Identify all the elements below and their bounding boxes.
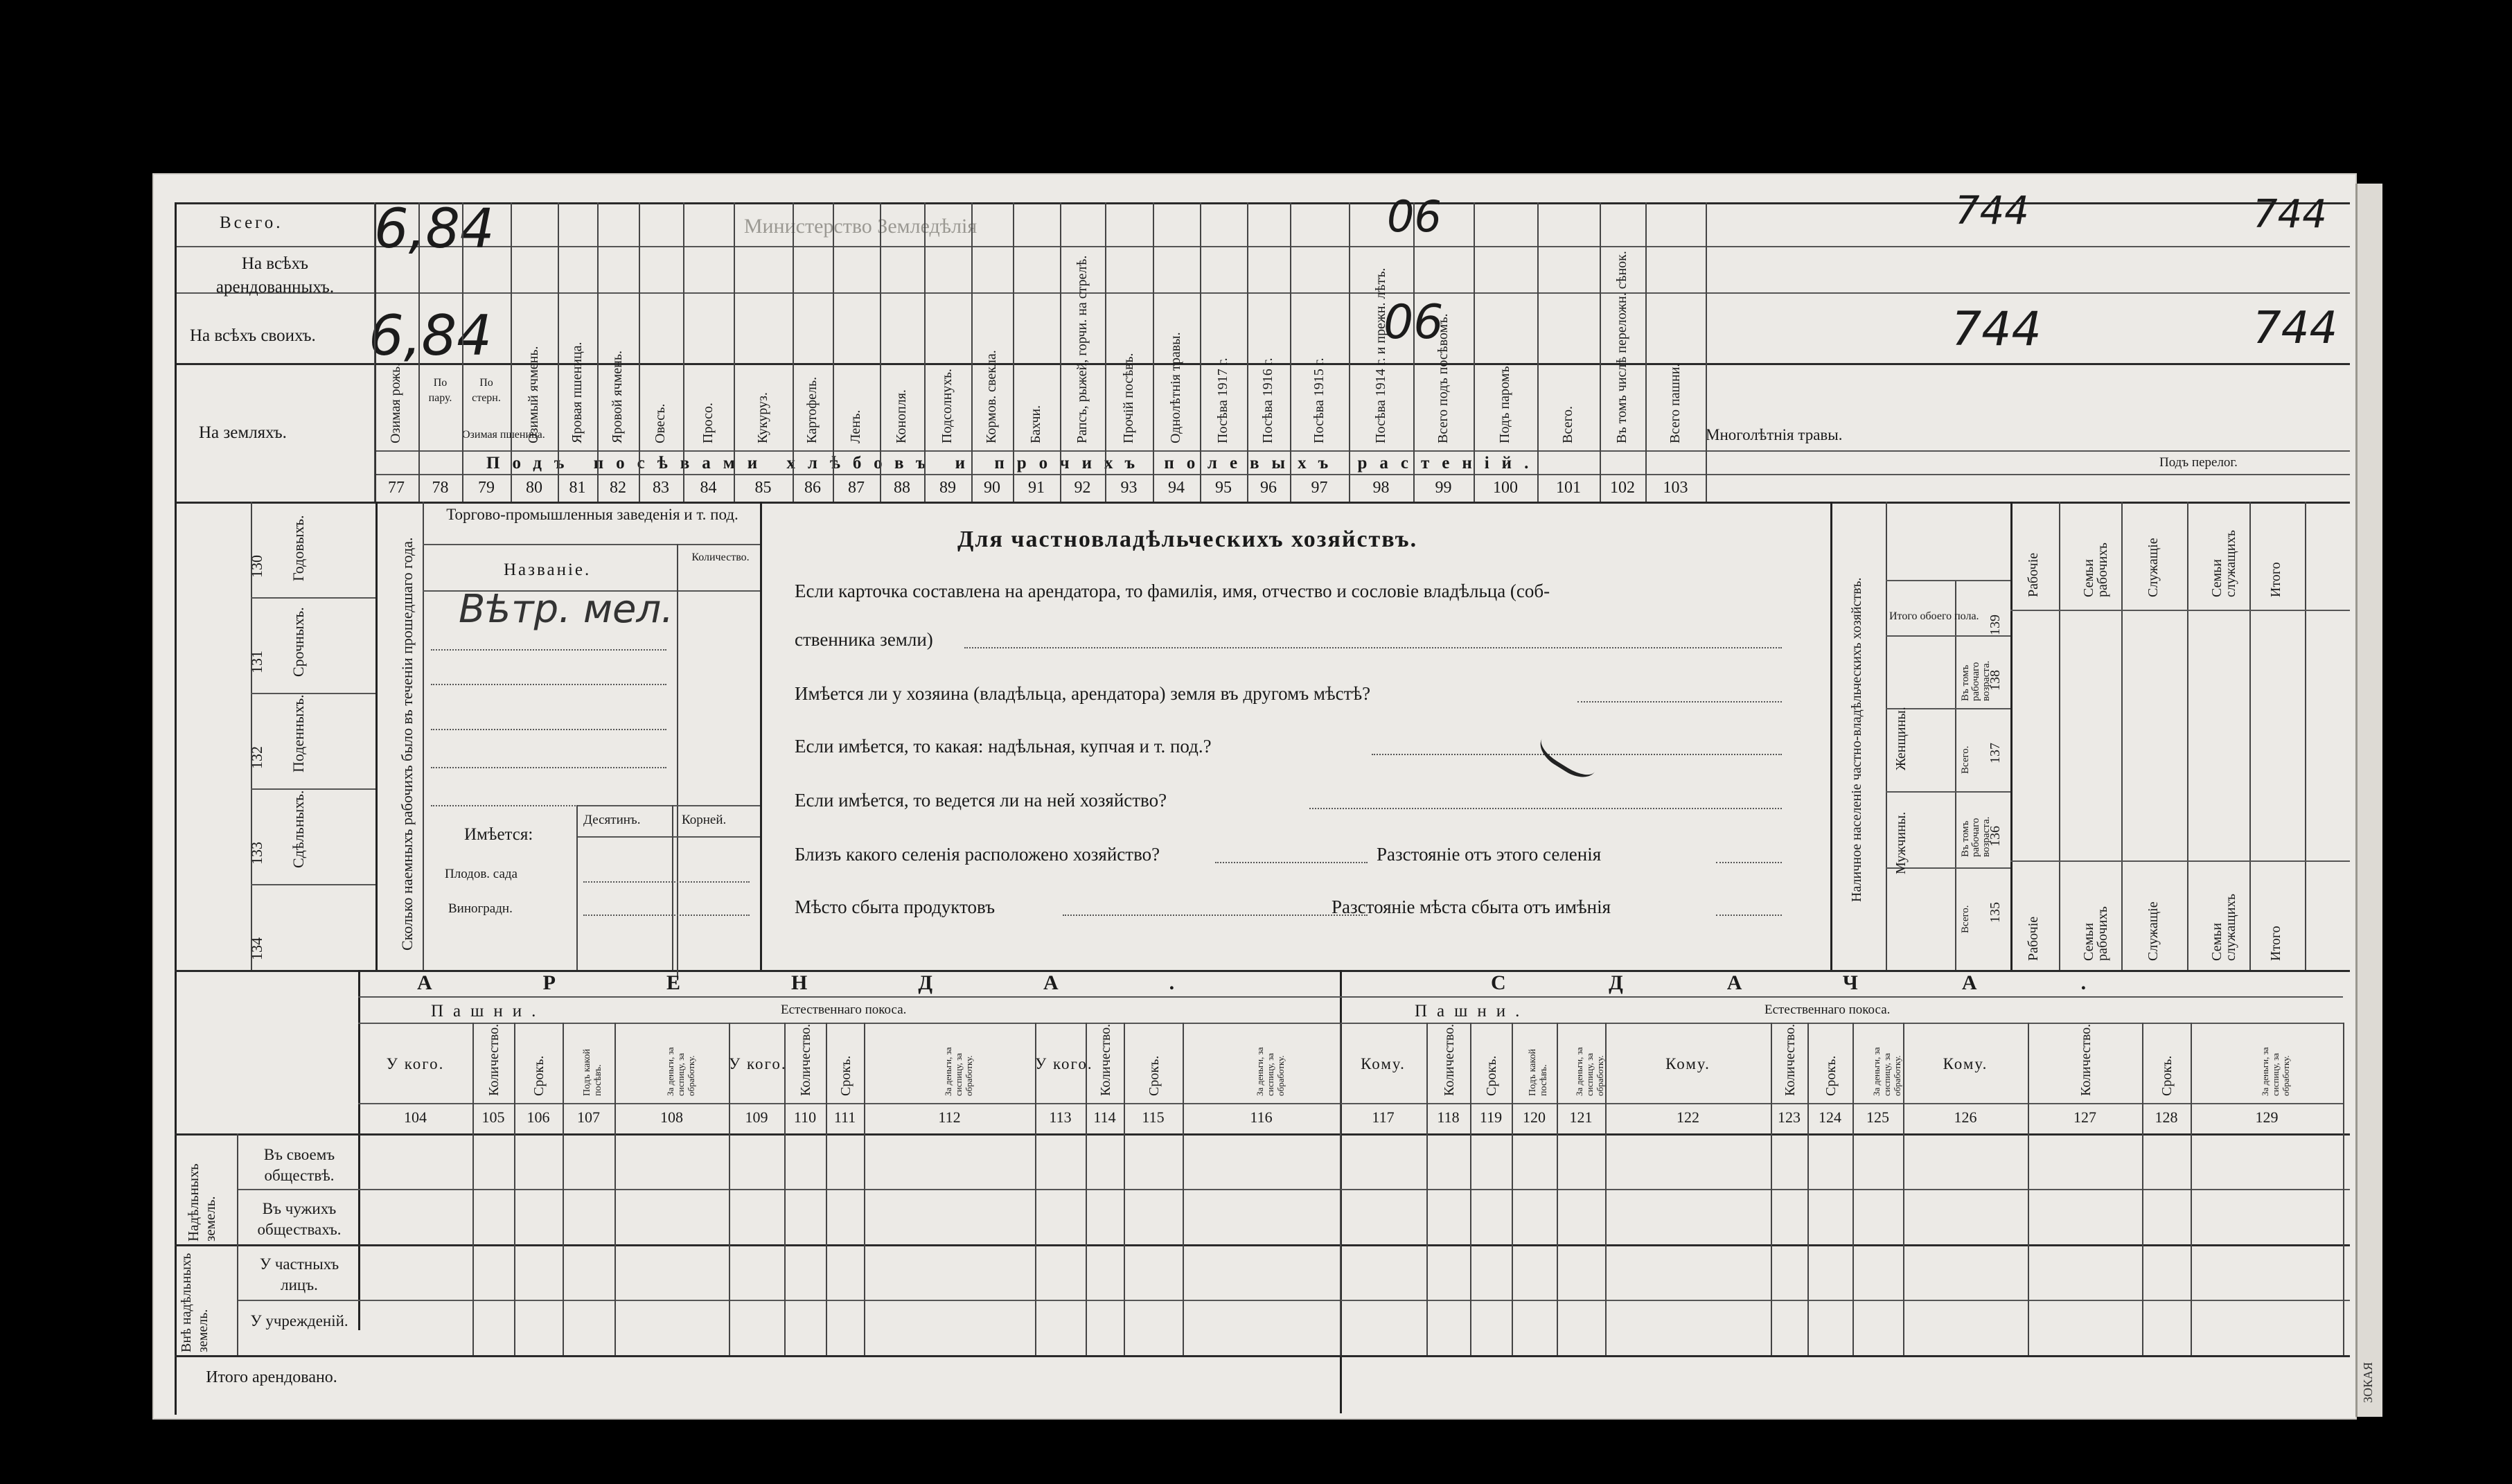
lease-col-number: 114 bbox=[1093, 1108, 1116, 1126]
crop-col-label: Яровая пшеница. bbox=[569, 342, 585, 443]
hw-total-bakhchi: 06 bbox=[1387, 191, 1442, 242]
crop-col-label: Озимый ячмень. bbox=[526, 346, 541, 443]
staff-col-top: Семьи служащихъ bbox=[2209, 530, 2238, 597]
vineyard-label: Виноградн. bbox=[448, 901, 513, 916]
lease-col-divider bbox=[563, 1023, 564, 1355]
crop-col-label: Озимая рожь. bbox=[388, 362, 403, 443]
lease-col-label: Подъ какой посѣвъ. bbox=[1527, 1049, 1549, 1096]
staff-col-top: Рабочiе bbox=[2026, 552, 2041, 597]
crop-col-number: 94 bbox=[1168, 479, 1185, 497]
private-q6b: Разстоянiе мѣста сбыта отъ имѣнiя bbox=[1332, 896, 1611, 917]
lease-col-number: 109 bbox=[745, 1108, 768, 1126]
fallow-label: Подъ перелог. bbox=[2159, 455, 2238, 470]
crop-col-label: Подъ паромъ. bbox=[1497, 362, 1512, 443]
lease-col-label: За деньги, за сиспицу, за обработку. bbox=[664, 1047, 696, 1096]
hired-row-number: 132 bbox=[248, 746, 265, 769]
lease-col-label: Количество. bbox=[1441, 1023, 1457, 1096]
lease-col-divider bbox=[2142, 1023, 2143, 1355]
total-both-label: Итого обоего пола. bbox=[1889, 610, 1979, 622]
staff-col-top: Итого bbox=[2268, 562, 2283, 597]
crop-col-label: Просо. bbox=[700, 403, 716, 443]
staff-col-bottom: Семьи служащихъ bbox=[2209, 894, 2238, 961]
row-instit: У учрежденiй. bbox=[250, 1312, 348, 1330]
crop-col-number: 97 bbox=[1311, 479, 1328, 497]
lease-col-divider bbox=[614, 1023, 616, 1355]
crop-col-divider bbox=[374, 202, 375, 502]
lease-col-number: 111 bbox=[833, 1108, 856, 1126]
population-col-label: Всего. bbox=[1960, 745, 1971, 774]
hw-total-podsevom: 744 bbox=[1955, 188, 2029, 233]
population-col-label: Въ томъ рабочаго возраста. bbox=[1960, 660, 1992, 701]
private-q5b: Разстоянiе отъ этого селенiя bbox=[1377, 844, 1602, 865]
hired-row-label: Сдѣльныхъ. bbox=[290, 790, 307, 868]
crop-col-label: Ленъ. bbox=[848, 409, 863, 443]
crop-col-number: 86 bbox=[804, 479, 821, 497]
lease-col-divider bbox=[729, 1023, 730, 1355]
crop-col-label: Бахчи. bbox=[1028, 405, 1043, 443]
private-q6a: Мѣсто сбыта продуктовъ bbox=[795, 896, 996, 917]
lease-col-number: 124 bbox=[1819, 1108, 1841, 1126]
crop-col-label: По пару. bbox=[428, 377, 452, 404]
crop-col-number: 77 bbox=[388, 479, 405, 497]
trade-name-col: Названiе. bbox=[504, 560, 592, 579]
crop-col-divider bbox=[1200, 202, 1201, 502]
lease-col-number: 119 bbox=[1479, 1108, 1503, 1126]
crop-col-divider bbox=[1060, 202, 1061, 502]
private-q4: Если имѣется, то ведется ли на ней хозяйство? bbox=[795, 790, 1167, 811]
crop-col-label: Однолѣтнiя травы. bbox=[1168, 332, 1183, 443]
crop-col-number: 95 bbox=[1215, 479, 1232, 497]
lease-col-divider bbox=[1183, 1023, 1184, 1355]
lease-col-divider bbox=[1124, 1023, 1125, 1355]
lease-col-number: 118 bbox=[1437, 1108, 1460, 1126]
row-itogo: Итого арендовано. bbox=[206, 1368, 337, 1386]
lease-col-label: Кому. bbox=[1665, 1055, 1710, 1072]
crop-col-divider bbox=[1413, 202, 1415, 502]
perennial-label: Многолѣтнiя травы. bbox=[1706, 426, 1843, 443]
crop-col-label: Посѣва 1915 г. bbox=[1311, 357, 1327, 443]
private-title: Для частновладѣльческихъ хозяйствъ. bbox=[957, 527, 1418, 552]
crop-col-label: Кукуруз. bbox=[754, 392, 770, 443]
crop-col-label: Всего подъ посѣвомъ. bbox=[1435, 313, 1451, 443]
row-private: У частныхъ лицъ. bbox=[259, 1255, 339, 1293]
crop-col-number: 82 bbox=[610, 479, 626, 497]
row-vne-label: Внѣ надѣльныхъ земель. bbox=[179, 1253, 211, 1352]
crop-col-label: Кормов. свекла. bbox=[984, 350, 999, 443]
crop-col-divider bbox=[683, 202, 684, 502]
sdacha-label: СДАЧА. bbox=[1491, 971, 2191, 994]
arenda-pashni: Пашни. bbox=[431, 1002, 546, 1021]
crop-col-label: Въ томъ числѣ переложн. сѣнок. bbox=[1614, 251, 1629, 443]
lease-col-divider bbox=[1086, 1023, 1087, 1355]
crop-col-number: 83 bbox=[653, 479, 669, 497]
staff-col-top: Семьи рабочихъ bbox=[2081, 542, 2110, 597]
private-q1b: ственника земли) bbox=[795, 629, 933, 650]
crop-col-number: 78 bbox=[432, 479, 449, 497]
lease-col-number: 107 bbox=[577, 1108, 600, 1126]
lease-col-label: Количество. bbox=[486, 1023, 502, 1096]
crop-col-number: 99 bbox=[1435, 479, 1452, 497]
crop-col-label: Овесъ. bbox=[653, 403, 668, 443]
hired-row-number: 134 bbox=[248, 937, 265, 960]
lease-col-divider bbox=[864, 1023, 865, 1355]
crop-col-divider bbox=[511, 202, 512, 502]
lease-col-divider bbox=[1426, 1023, 1428, 1355]
crop-col-label: Всего пашни. bbox=[1667, 363, 1683, 443]
lease-col-number: 120 bbox=[1523, 1108, 1546, 1126]
crop-col-label: По стерн. bbox=[472, 377, 501, 404]
crop-col-divider bbox=[462, 202, 463, 502]
lease-col-divider bbox=[2343, 1023, 2344, 1355]
crop-col-number: 84 bbox=[700, 479, 717, 497]
hw-total-pashni: 6,84 bbox=[374, 198, 495, 260]
crop-col-divider bbox=[1290, 202, 1291, 502]
population-caption: Наличное населенiе частно-владѣльческихъ хозяйствъ. bbox=[1849, 577, 1864, 902]
desyatin-col: Десятинъ. bbox=[583, 813, 641, 827]
crop-col-label: Рапсъ, рыжей, горчи. на стрелѣ. bbox=[1074, 255, 1090, 443]
lease-col-divider bbox=[1807, 1023, 1809, 1355]
lease-col-label: За деньги, за сиспицу, за обработку. bbox=[1254, 1047, 1286, 1096]
crop-col-divider bbox=[1153, 202, 1154, 502]
hired-row-number: 130 bbox=[248, 555, 265, 578]
lease-col-divider bbox=[1771, 1023, 1772, 1355]
hired-workers-caption: Сколько наемныхъ рабочихъ было въ теченiи прошедшаго года. bbox=[398, 537, 416, 951]
lease-col-number: 110 bbox=[793, 1108, 817, 1126]
crop-col-number: 101 bbox=[1556, 479, 1581, 497]
crop-col-divider bbox=[1645, 202, 1647, 502]
crop-col-divider bbox=[734, 202, 735, 502]
crop-col-number: 90 bbox=[984, 479, 1000, 497]
lease-col-divider bbox=[784, 1023, 786, 1355]
lease-col-number: 116 bbox=[1250, 1108, 1273, 1126]
lease-col-number: 115 bbox=[1142, 1108, 1165, 1126]
hw-total-vsego: 744 bbox=[2253, 192, 2327, 237]
row-total-label: Всего. bbox=[220, 213, 283, 232]
lease-col-label: За деньги, за сиспицу, за обработку. bbox=[942, 1047, 974, 1096]
crop-col-number: 93 bbox=[1120, 479, 1138, 497]
winter-wheat-label: Озимая пшеница. bbox=[462, 429, 545, 441]
crop-col-number: 98 bbox=[1372, 479, 1390, 497]
crop-col-divider bbox=[793, 202, 794, 502]
lease-col-number: 122 bbox=[1677, 1108, 1699, 1126]
stamp-watermark: Министерство Земледѣлiя bbox=[743, 215, 978, 238]
lease-col-divider bbox=[1340, 1023, 1341, 1355]
census-card bbox=[154, 175, 2355, 1418]
lease-col-number: 104 bbox=[404, 1108, 427, 1126]
hw-own-pashni: 6,84 bbox=[369, 303, 493, 368]
hw-own-vsego: 744 bbox=[2253, 303, 2338, 354]
row-on-lands-label: На земляхъ. bbox=[199, 423, 287, 442]
crop-col-label: Посѣва 1917 г. bbox=[1215, 357, 1230, 443]
population-col-number: 137 bbox=[1988, 743, 2003, 763]
lease-col-label: Подъ какой посѣвъ. bbox=[581, 1049, 603, 1096]
row-own-label: На всѣхъ своихъ. bbox=[190, 326, 316, 345]
lease-col-label: За деньги, за сиспицу, за обработку. bbox=[2260, 1047, 2291, 1096]
ink-mark bbox=[1534, 718, 1607, 784]
lease-col-label: Срокъ. bbox=[1146, 1055, 1162, 1096]
lease-col-number: 126 bbox=[1954, 1108, 1977, 1126]
hired-row-label: Годовыхъ. bbox=[290, 515, 307, 581]
lease-col-number: 113 bbox=[1049, 1108, 1072, 1126]
crop-col-divider bbox=[1247, 202, 1248, 502]
staff-col-top: Служащiе bbox=[2145, 538, 2161, 597]
lease-col-divider bbox=[2028, 1023, 2029, 1355]
trade-header: Торгово-промышленныя заведенiя и т. под. bbox=[446, 506, 738, 523]
lease-col-divider bbox=[1903, 1023, 1904, 1355]
crop-col-number: 100 bbox=[1493, 479, 1518, 497]
hired-row-label: Срочныхъ. bbox=[290, 607, 307, 677]
crop-col-label: Конопля. bbox=[894, 389, 909, 443]
crop-col-label: Всего. bbox=[1560, 405, 1575, 443]
crop-col-divider bbox=[1537, 202, 1539, 502]
lease-col-label: Количество. bbox=[798, 1023, 813, 1096]
crop-col-number: 85 bbox=[754, 479, 772, 497]
edge-mark: ЗОКАЯ bbox=[2361, 1361, 2375, 1403]
crop-col-divider bbox=[558, 202, 559, 502]
row-own-soc: Въ своемъ обществѣ. bbox=[263, 1146, 335, 1184]
trade-qty-col: Количество. bbox=[691, 551, 750, 563]
row-nadel-label: Надѣльныхъ земель. bbox=[185, 1163, 218, 1242]
crop-col-label: Подсолнухъ. bbox=[939, 369, 955, 443]
lease-col-number: 112 bbox=[938, 1108, 961, 1126]
lease-col-number: 105 bbox=[481, 1108, 505, 1126]
lease-col-label: У кого. bbox=[386, 1055, 445, 1072]
lease-col-number: 123 bbox=[1778, 1108, 1801, 1126]
population-col-number: 138 bbox=[1988, 670, 2003, 691]
crop-col-number: 79 bbox=[478, 479, 495, 497]
crop-col-divider bbox=[1013, 202, 1014, 502]
hired-row-number: 131 bbox=[248, 651, 265, 673]
crop-col-label: Посѣва 1914 г. и прежн. лѣтъ. bbox=[1372, 267, 1388, 443]
staff-col-bottom: Итого bbox=[2268, 926, 2283, 961]
crop-col-label: Картофель. bbox=[804, 376, 820, 443]
crop-col-divider bbox=[1105, 202, 1106, 502]
crop-col-number: 81 bbox=[569, 479, 586, 497]
lease-col-label: Кому. bbox=[1943, 1055, 1988, 1072]
crop-col-divider bbox=[880, 202, 881, 502]
crop-col-number: 92 bbox=[1074, 479, 1091, 497]
lease-col-label: Срокъ. bbox=[2159, 1055, 2175, 1096]
crop-col-divider bbox=[639, 202, 640, 502]
korney-col: Корней. bbox=[682, 813, 727, 827]
lease-col-number: 127 bbox=[2073, 1108, 2096, 1126]
lease-col-label: За деньги, за сиспицу, за обработку. bbox=[1870, 1047, 1902, 1096]
crop-col-divider bbox=[1349, 202, 1350, 502]
private-q3: Если имѣется, то какая: надѣльная, купчая и т. под.? bbox=[795, 736, 1212, 757]
lease-col-number: 108 bbox=[660, 1108, 683, 1126]
crop-col-number: 102 bbox=[1610, 479, 1635, 497]
crop-col-divider bbox=[418, 202, 420, 502]
population-col-number: 136 bbox=[1988, 826, 2003, 847]
lease-col-label: Срокъ. bbox=[531, 1055, 547, 1096]
lease-col-number: 117 bbox=[1372, 1108, 1395, 1126]
crop-col-number: 80 bbox=[526, 479, 542, 497]
lease-col-label: Количество. bbox=[1782, 1023, 1798, 1096]
crop-col-label: Прочiй посѣвъ. bbox=[1120, 353, 1136, 443]
crop-col-label: Посѣва 1916 г. bbox=[1260, 357, 1275, 443]
crop-col-number: 91 bbox=[1028, 479, 1045, 497]
lease-col-divider bbox=[1557, 1023, 1558, 1355]
crop-col-label: Яровой ячмень. bbox=[610, 351, 625, 443]
lease-col-divider bbox=[472, 1023, 474, 1355]
lease-col-label: Количество. bbox=[1097, 1023, 1113, 1096]
private-q5a: Близъ какого селенiя расположено хозяйство? bbox=[795, 844, 1160, 865]
crop-col-divider bbox=[1474, 202, 1475, 502]
lease-col-label: У кого. bbox=[1035, 1055, 1093, 1072]
hw-trade-name: Вѣтр. мел. bbox=[459, 587, 674, 632]
crop-col-divider bbox=[924, 202, 926, 502]
lease-col-label: Срокъ. bbox=[1823, 1055, 1839, 1096]
row-rented-label: На всѣхъ арендованныхъ. bbox=[215, 254, 335, 297]
lease-col-divider bbox=[1605, 1023, 1607, 1355]
has-label: Имѣется: bbox=[464, 825, 533, 844]
lease-col-label: Срокъ. bbox=[838, 1055, 853, 1096]
crop-col-number: 89 bbox=[939, 479, 956, 497]
sdacha-pokos: Естественнаго покоса. bbox=[1764, 1002, 1891, 1017]
lease-col-label: Срокъ. bbox=[1484, 1055, 1499, 1096]
lease-col-number: 125 bbox=[1866, 1108, 1889, 1126]
arenda-label: АРЕНДА. bbox=[417, 971, 1286, 994]
row-other-soc: Въ чужихъ обществахъ. bbox=[257, 1200, 342, 1238]
crop-col-number: 88 bbox=[894, 479, 910, 497]
population-col-number: 135 bbox=[1988, 902, 2003, 923]
lease-col-number: 128 bbox=[2155, 1108, 2178, 1126]
hired-row-number: 133 bbox=[248, 842, 265, 865]
lease-col-divider bbox=[1470, 1023, 1471, 1355]
staff-col-bottom: Рабочiе bbox=[2026, 916, 2041, 961]
sdacha-pashni: Пашни. bbox=[1415, 1002, 1530, 1021]
lease-col-divider bbox=[1852, 1023, 1854, 1355]
lease-col-number: 121 bbox=[1569, 1108, 1593, 1126]
hired-row-label: Поденныхъ. bbox=[290, 694, 307, 772]
lease-col-number: 129 bbox=[2255, 1108, 2279, 1126]
arenda-pokos: Естественнаго покоса. bbox=[781, 1002, 907, 1017]
lease-col-divider bbox=[1035, 1023, 1036, 1355]
population-col-label: Всего. bbox=[1960, 905, 1971, 933]
lease-col-label: Количество. bbox=[2078, 1023, 2094, 1096]
private-q2: Имѣется ли у хозяина (владѣльца, арендатора) земля въ другомъ мѣстѣ? bbox=[795, 683, 1371, 704]
crop-col-divider bbox=[1600, 202, 1601, 502]
lease-col-divider bbox=[2191, 1023, 2192, 1355]
population-col-number: 139 bbox=[1988, 615, 2003, 635]
crop-col-divider bbox=[597, 202, 599, 502]
hw-own-bakhchi: 06 bbox=[1383, 295, 1444, 350]
lease-col-label: У кого. bbox=[729, 1055, 787, 1072]
lease-col-divider bbox=[514, 1023, 515, 1355]
lease-col-divider bbox=[826, 1023, 827, 1355]
crop-col-divider bbox=[1706, 202, 1707, 502]
crop-col-divider bbox=[971, 202, 973, 502]
lease-col-divider bbox=[1512, 1023, 1513, 1355]
population-col-label: Въ томъ рабочаго возраста. bbox=[1960, 816, 1992, 857]
women-label: Женщины. bbox=[1893, 707, 1909, 770]
lease-col-number: 106 bbox=[527, 1108, 550, 1126]
crop-col-divider bbox=[833, 202, 834, 502]
hw-own-podsevom: 744 bbox=[1952, 302, 2042, 357]
orchard-label: Плодов. сада bbox=[445, 867, 518, 881]
men-label: Мужчины. bbox=[1893, 811, 1909, 874]
staff-col-bottom: Семьи рабочихъ bbox=[2081, 906, 2110, 961]
crop-col-number: 87 bbox=[848, 479, 865, 497]
private-q1a: Если карточка составлена на арендатора, то фамилiя, имя, отчество и сословiе владѣльца (соб- bbox=[795, 581, 1550, 601]
lease-col-label: За деньги, за сиспицу, за обработку. bbox=[1574, 1047, 1605, 1096]
crop-band-label: Подъ посѣвами хлѣбовъ и прочихъ полевыхъ растенiй. bbox=[486, 454, 1541, 472]
staff-col-bottom: Служащiе bbox=[2145, 901, 2161, 961]
lease-col-label: Кому. bbox=[1361, 1055, 1406, 1072]
page-edge bbox=[2355, 184, 2382, 1417]
crop-col-number: 103 bbox=[1663, 479, 1688, 497]
crop-col-number: 96 bbox=[1260, 479, 1277, 497]
